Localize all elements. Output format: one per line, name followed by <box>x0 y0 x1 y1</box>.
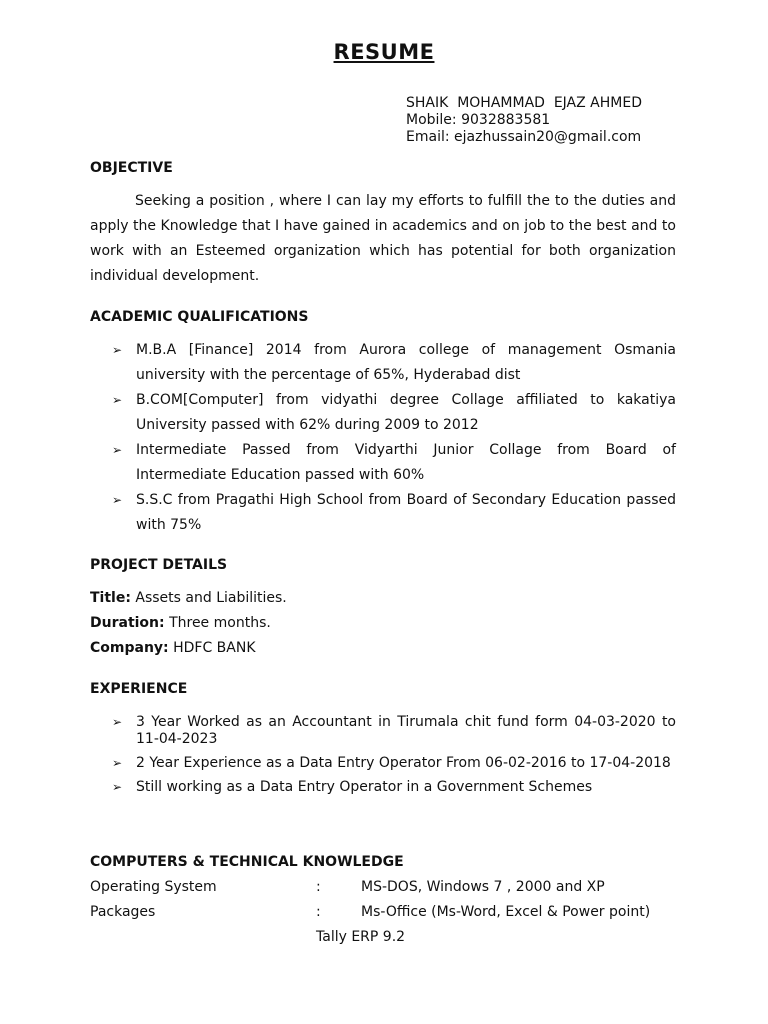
list-item: ➢ Still working as a Data Entry Operator in a Government Schemes <box>112 779 593 795</box>
list-item: ➢ 3 Year Worked as an Accountant in Tirumala chit fund form 04-03-2020 to 11-04-2023 <box>112 714 676 747</box>
academic-list <box>90 338 676 538</box>
arrow-bullet-icon: ➢ <box>112 780 123 794</box>
objective-body: Seeking a position , where I can lay my efforts to fulfill the to the duties and apply the Knowledge that I have gained in academics and on job to the best and to work with an Esteemed organization which has potential for both organization individual development. <box>90 193 676 284</box>
arrow-bullet-icon: ➢ <box>112 343 123 357</box>
tech-row-packages: Packages : Ms-Office (Ms-Word, Excel & Power point) <box>90 904 651 920</box>
list-item: ➢ S.S.C from Pragathi High School from Board of Secondary Education passed with 75% <box>90 488 676 538</box>
tech-row-os: Operating System : MS-DOS, Windows 7 , 2000 and XP <box>90 879 605 895</box>
arrow-bullet-icon: ➢ <box>112 715 123 729</box>
project-company: Company: HDFC BANK <box>90 640 256 656</box>
tally-line: Tally ERP 9.2 <box>316 929 406 945</box>
project-duration: Duration: Three months. <box>90 615 271 631</box>
list-item: ➢ M.B.A [Finance] 2014 from Aurora college of management Osmania university with the percentage of 65%, Hyderabad dist <box>90 338 676 388</box>
objective-text <box>90 189 676 289</box>
list-item: ➢ Intermediate Passed from Vidyarthi Junior Collage from Board of Intermediate Education passed with 60% <box>90 438 676 488</box>
project-heading: PROJECT DETAILS <box>90 557 228 573</box>
contact-block <box>406 95 642 146</box>
arrow-bullet-icon: ➢ <box>112 443 123 457</box>
arrow-bullet-icon: ➢ <box>112 393 123 407</box>
contact-name: SHAIK MOHAMMAD EJAZ AHMED <box>406 95 642 111</box>
academic-heading: ACADEMIC QUALIFICATIONS <box>90 309 309 325</box>
project-title: Title: Assets and Liabilities. <box>90 590 287 606</box>
experience-heading: EXPERIENCE <box>90 681 188 697</box>
contact-email: Email: ejazhussain20@gmail.com <box>406 129 642 145</box>
computers-heading: COMPUTERS & TECHNICAL KNOWLEDGE <box>90 854 404 870</box>
arrow-bullet-icon: ➢ <box>112 493 123 507</box>
list-item: ➢ B.COM[Computer] from vidyathi degree Collage affiliated to kakatiya University passed with 62% during 2009 to 2012 <box>90 388 676 438</box>
objective-heading: OBJECTIVE <box>90 160 173 176</box>
arrow-bullet-icon: ➢ <box>112 756 123 770</box>
contact-mobile: Mobile: 9032883581 <box>406 112 551 128</box>
list-item: ➢ 2 Year Experience as a Data Entry Operator From 06-02-2016 to 17-04-2018 <box>112 755 671 771</box>
page-title: RESUME <box>333 40 435 64</box>
experience-list <box>90 714 676 803</box>
